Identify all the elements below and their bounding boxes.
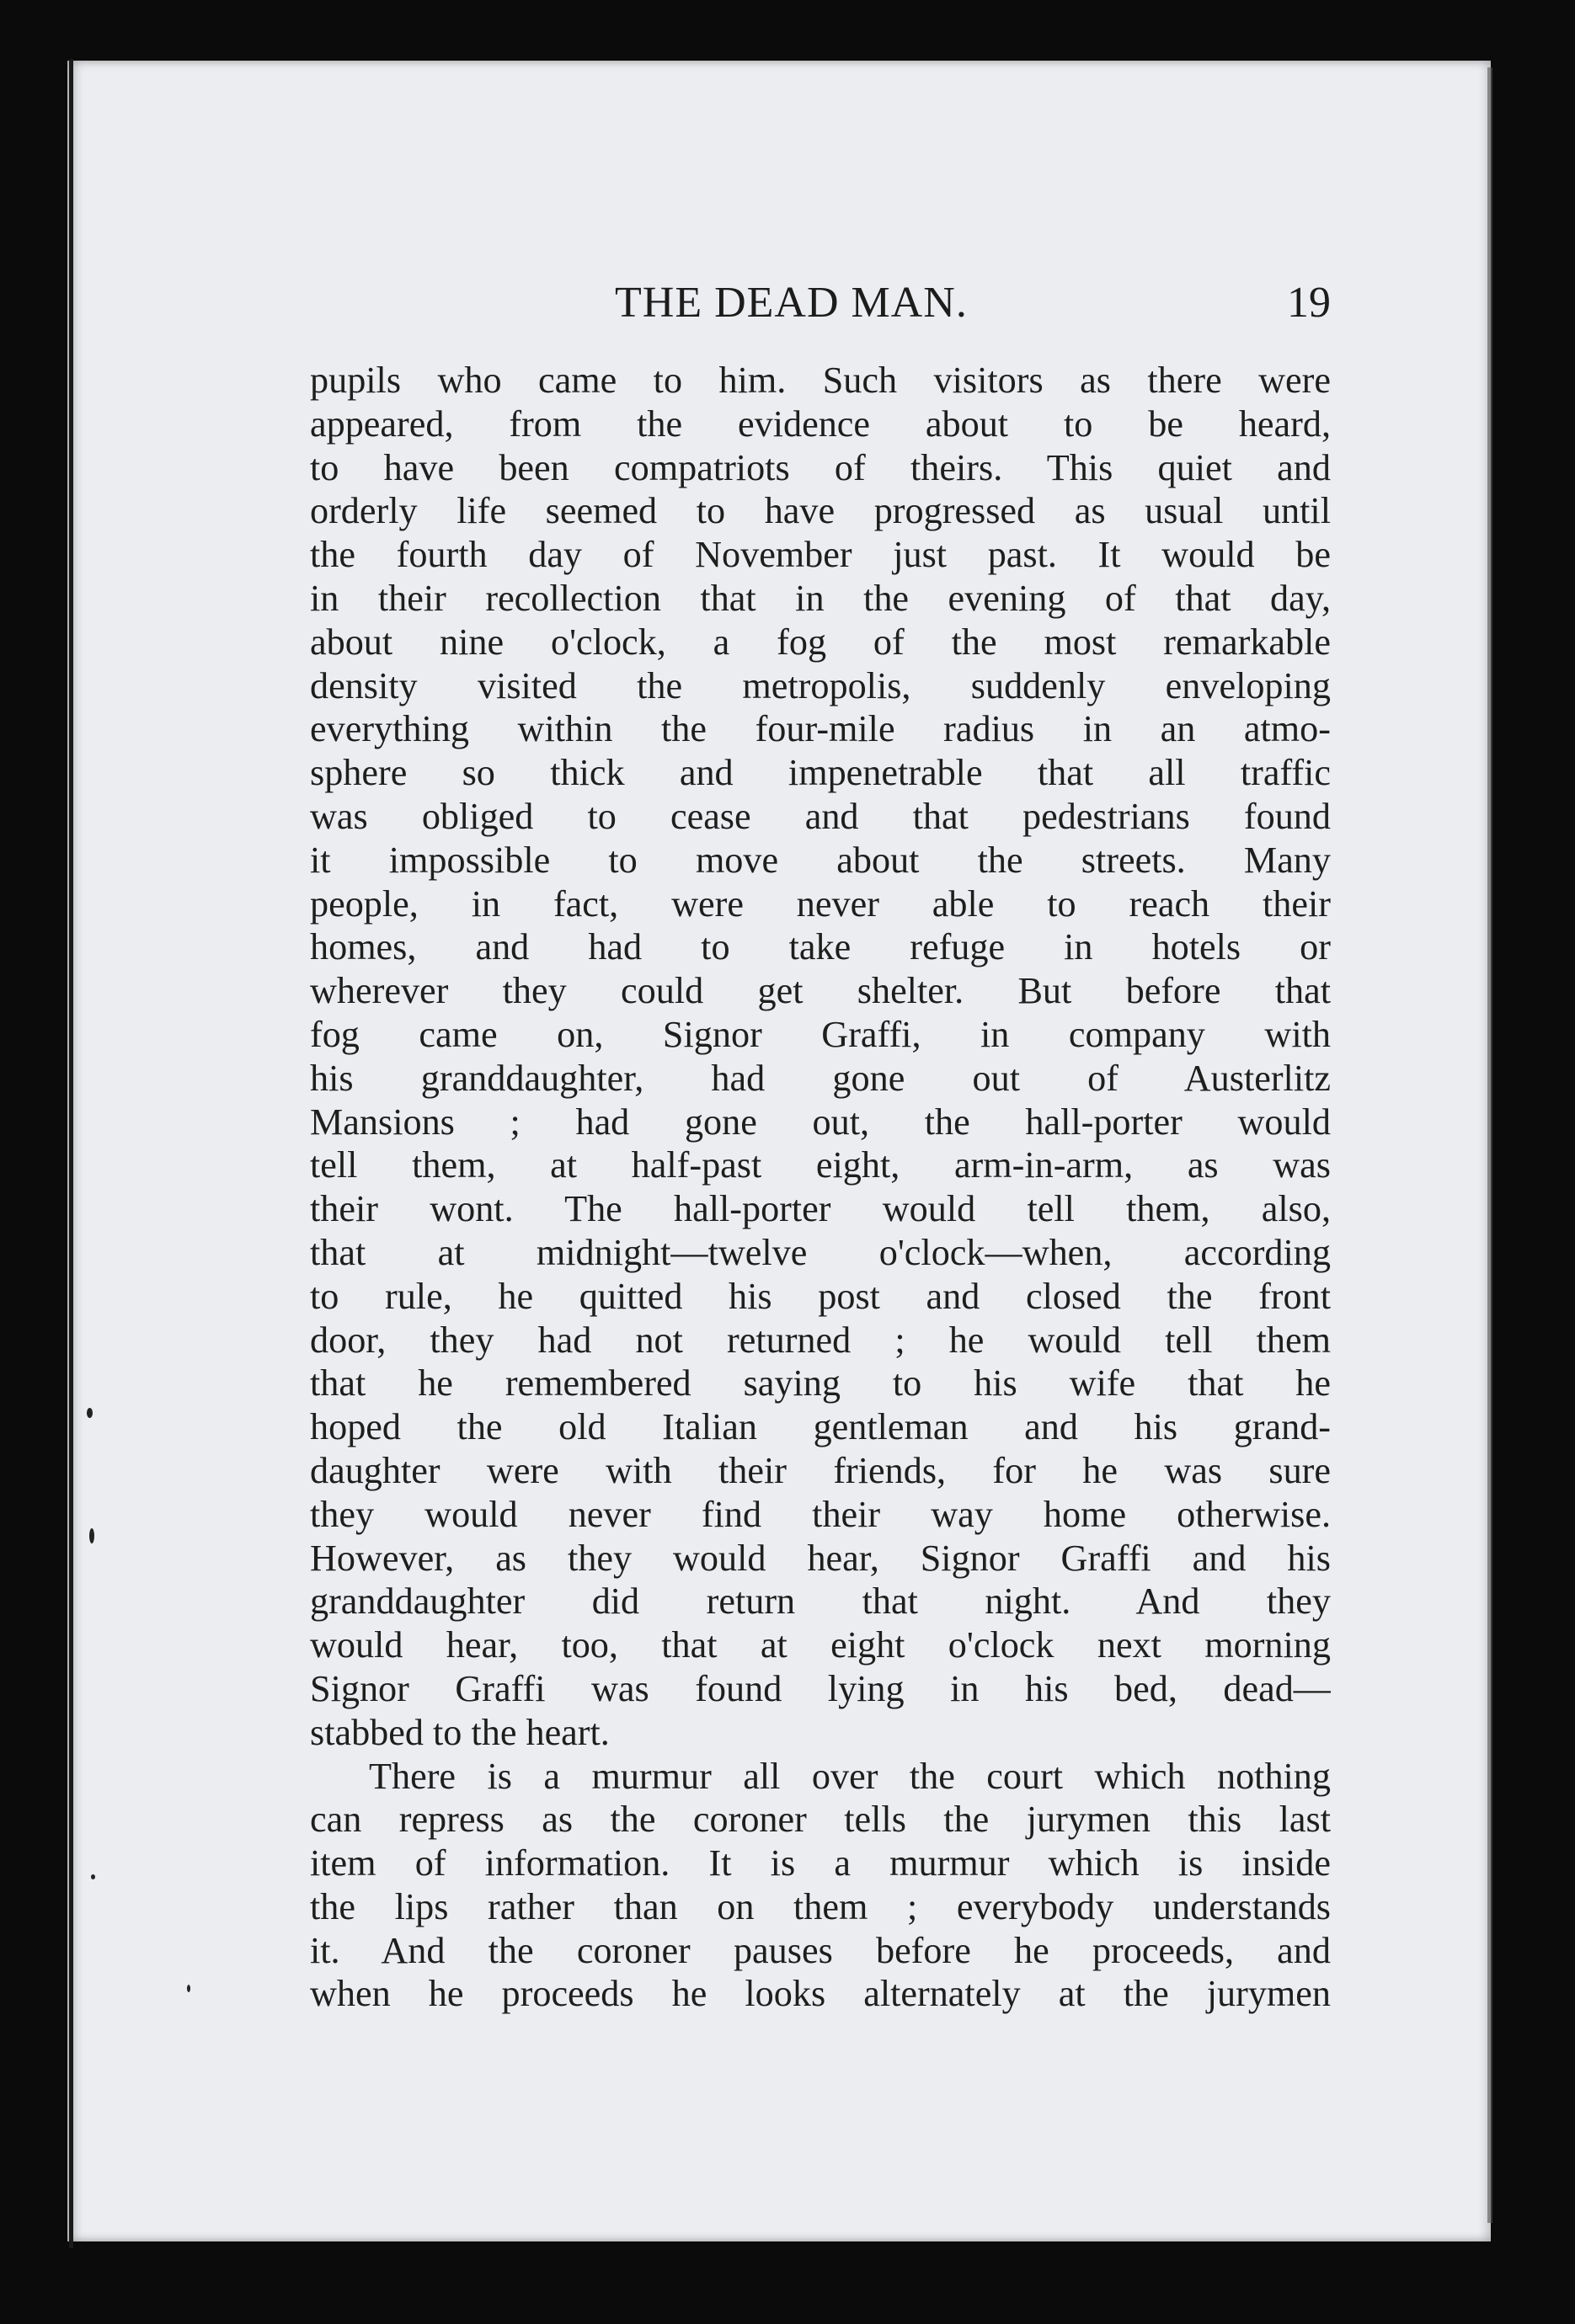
text-line: granddaughter did return that night. And they <box>310 1580 1331 1623</box>
page-edge <box>1487 67 1492 2223</box>
text-line: in their recollection that in the evening of that day, <box>310 577 1331 619</box>
text-line: However, as they would hear, Signor Graffi and his <box>310 1537 1331 1579</box>
running-head <box>305 278 1331 337</box>
text-line: their wont. The hall-porter would tell them, also, <box>310 1188 1331 1230</box>
text-line: that he remembered saying to his wife that he <box>310 1362 1331 1405</box>
text-line: when he proceeds he looks alternately at the jurymen <box>310 1973 1331 2015</box>
text-line: they would never find their way home otherwise. <box>310 1493 1331 1535</box>
text-line: Mansions ; had gone out, the hall-porter would <box>310 1101 1331 1143</box>
text-line: it impossible to move about the streets. Many <box>310 839 1331 881</box>
text-line: density visited the metropolis, suddenly enveloping <box>310 664 1331 706</box>
page-number: 19 <box>1287 279 1331 327</box>
text-line: people, in fact, were never able to reach their <box>310 882 1331 925</box>
text-line: orderly life seemed to have progressed as usual until <box>310 490 1331 532</box>
text-line: appeared, from the evidence about to be heard, <box>310 402 1331 445</box>
text-line: daughter were with their friends, for he was sure <box>310 1449 1331 1491</box>
text-line: hoped the old Italian gentleman and his grand- <box>310 1406 1331 1448</box>
text-line: item of information. It is a murmur which is inside <box>310 1842 1331 1884</box>
text-line: homes, and had to take refuge in hotels or <box>310 926 1331 968</box>
text-line: that at midnight—twelve o'clock—when, according <box>310 1231 1331 1273</box>
text-line: fog came on, Signor Graffi, in company with <box>310 1013 1331 1055</box>
text-line: wherever they could get shelter. But before that <box>310 970 1331 1012</box>
text-line: to have been compatriots of theirs. This quiet and <box>310 446 1331 488</box>
binding-gutter <box>69 59 73 2248</box>
text-line: There is a murmur all over the court which nothing <box>369 1755 1331 1797</box>
text-line: can repress as the coroner tells the jurymen this last <box>310 1799 1331 1841</box>
scan-speck <box>91 1874 95 1879</box>
text-line: door, they had not returned ; he would tell them <box>310 1319 1331 1361</box>
text-line: the lips rather than on them ; everybody understands <box>310 1885 1331 1927</box>
text-line: pupils who came to him. Such visitors as there were <box>310 360 1331 401</box>
text-line: about nine o'clock, a fog of the most remarkable <box>310 621 1331 663</box>
scan-speck <box>187 1985 190 1992</box>
text-line: would hear, too, that at eight o'clock next morning <box>310 1624 1331 1666</box>
text-line: stabbed to the heart. <box>310 1711 610 1753</box>
scan-speck <box>89 1528 94 1543</box>
text-line: Signor Graffi was found lying in his bed, dead— <box>310 1667 1331 1709</box>
text-line: to rule, he quitted his post and closed the front <box>310 1275 1331 1317</box>
text-line: the fourth day of November just past. It would be <box>310 534 1331 576</box>
text-line: everything within the four-mile radius in an atmo- <box>310 708 1331 750</box>
text-line: sphere so thick and impenetrable that all traffic <box>310 752 1331 794</box>
text-line: tell them, at half-past eight, arm-in-arm, as was <box>310 1144 1331 1186</box>
scan-speck <box>87 1408 93 1418</box>
text-line: was obliged to cease and that pedestrians found <box>310 795 1331 837</box>
text-line: his granddaughter, had gone out of Austerlitz <box>310 1057 1331 1099</box>
running-head-title: THE DEAD MAN. <box>615 279 968 327</box>
body-text <box>310 359 1331 2016</box>
text-line: it. And the coroner pauses before he proceeds, and <box>310 1929 1331 1971</box>
